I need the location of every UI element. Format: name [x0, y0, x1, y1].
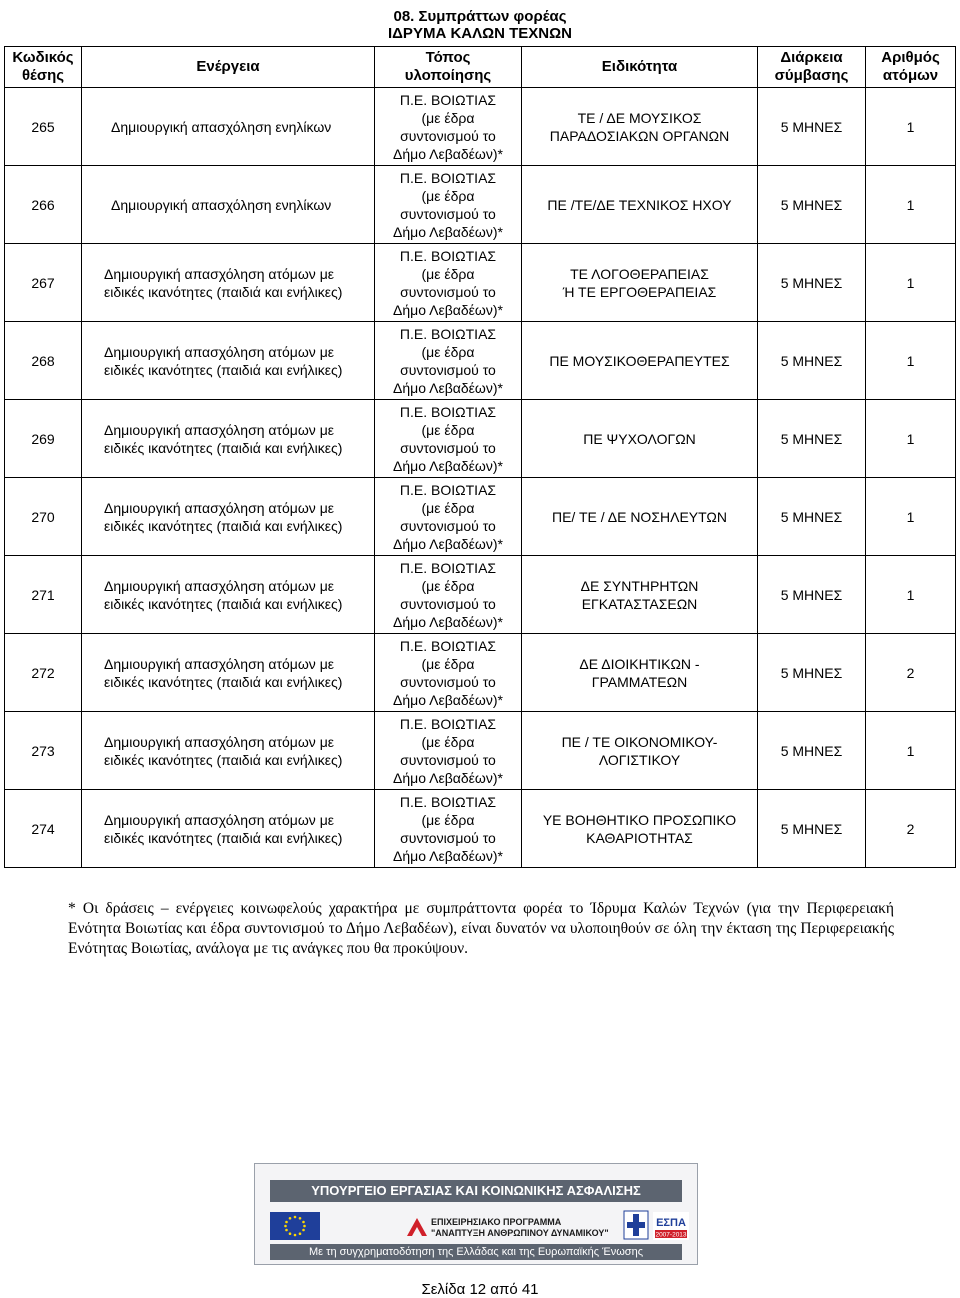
specialty-cell: [522, 244, 758, 322]
table-row: [5, 790, 956, 868]
place-line-2: (με έδρα: [421, 109, 475, 126]
header-count: Αριθμός ατόμων: [866, 47, 956, 88]
position-code: 272: [5, 634, 82, 712]
specialty-cell: [522, 400, 758, 478]
header-specialty: Ειδικότητα: [522, 47, 758, 88]
place-cell: [375, 712, 522, 790]
activity-cell: [82, 790, 375, 868]
specialty-line-2: ΛΟΓΙΣΤΙΚΟΥ: [598, 751, 681, 768]
activity-cell: [82, 712, 375, 790]
place-line-3: συντονισμού το: [400, 205, 496, 222]
specialty-cell: [522, 712, 758, 790]
position-code: 273: [5, 712, 82, 790]
header-activity: Ενέργεια: [82, 47, 375, 88]
duration-cell: 5 ΜΗΝΕΣ: [758, 322, 866, 400]
place-line-1: Π.Ε. ΒΟΙΩΤΙΑΣ: [399, 637, 497, 654]
table-row: [5, 556, 956, 634]
activity-line-2: ειδικές ικανότητες (παιδιά και ενήλικες): [104, 595, 343, 612]
activity-line-2: ειδικές ικανότητες (παιδιά και ενήλικες): [104, 673, 343, 690]
specialty-line-1: ΥΕ ΒΟΗΘΗΤΙΚΟ ΠΡΟΣΩΠΙΚΟ: [542, 811, 737, 828]
specialty-line-2: ΠΑΡΑΔΟΣΙΑΚΩΝ ΟΡΓΑΝΩΝ: [549, 127, 730, 144]
specialty-cell: [522, 478, 758, 556]
count-cell: 1: [866, 556, 956, 634]
count-cell: 1: [866, 244, 956, 322]
activity-line-1: Δημιουργική απασχόληση ατόμων με: [104, 499, 334, 516]
ministry-bar: ΥΠΟΥΡΓΕΙΟ ΕΡΓΑΣΙΑΣ ΚΑΙ ΚΟΙΝΩΝΙΚΗΣ ΑΣΦΑΛΙΣΗΣ: [270, 1180, 682, 1202]
activity-cell: [82, 166, 375, 244]
place-cell: [375, 556, 522, 634]
place-line-4: Δήμο Λεβαδέων)*: [393, 379, 503, 396]
specialty-line-1: ΔΕ ΣΥΝΤΗΡΗΤΩΝ: [580, 577, 699, 594]
duration-cell: 5 ΜΗΝΕΣ: [758, 478, 866, 556]
section-heading: [370, 8, 590, 42]
count-cell: 1: [866, 400, 956, 478]
position-code: 265: [5, 88, 82, 166]
activity-line-2: ειδικές ικανότητες (παιδιά και ενήλικες): [104, 439, 343, 456]
place-line-4: Δήμο Λεβαδέων)*: [393, 223, 503, 240]
specialty-cell: [522, 556, 758, 634]
count-cell: 1: [866, 322, 956, 400]
place-line-3: συντονισμού το: [400, 361, 496, 378]
place-line-2: (με έδρα: [421, 265, 475, 282]
place-line-1: Π.Ε. ΒΟΙΩΤΙΑΣ: [399, 559, 497, 576]
place-line-1: Π.Ε. ΒΟΙΩΤΙΑΣ: [399, 247, 497, 264]
place-line-4: Δήμο Λεβαδέων)*: [393, 769, 503, 786]
duration-cell: 5 ΜΗΝΕΣ: [758, 244, 866, 322]
place-line-3: συντονισμού το: [400, 751, 496, 768]
positions-table: [4, 46, 956, 868]
activity-line-1: Δημιουργική απασχόληση ατόμων με: [104, 811, 334, 828]
activity-line-1: Δημιουργική απασχόληση ατόμων με: [104, 421, 334, 438]
svg-text:2007-2013: 2007-2013: [655, 1231, 687, 1239]
cofinancing-bar: Με τη συγχρηματοδότηση της Ελλάδας και της Ευρωπαϊκής Ένωσης: [270, 1244, 682, 1260]
duration-cell: 5 ΜΗΝΕΣ: [758, 166, 866, 244]
place-line-3: συντονισμού το: [400, 283, 496, 300]
table-row: [5, 478, 956, 556]
place-cell: [375, 244, 522, 322]
position-code: 270: [5, 478, 82, 556]
specialty-line-1: ΤΕ ΛΟΓΟΘΕΡΑΠΕΙΑΣ: [570, 265, 709, 282]
count-cell: 1: [866, 88, 956, 166]
count-cell: 2: [866, 634, 956, 712]
specialty-cell: [522, 88, 758, 166]
activity-line-1: Δημιουργική απασχόληση ατόμων με: [104, 265, 334, 282]
position-code: 266: [5, 166, 82, 244]
specialty-cell: [522, 166, 758, 244]
place-cell: [375, 790, 522, 868]
place-line-2: (με έδρα: [421, 421, 475, 438]
specialty-cell: [522, 634, 758, 712]
place-line-4: Δήμο Λεβαδέων)*: [393, 457, 503, 474]
activity-line-2: ειδικές ικανότητες (παιδιά και ενήλικες): [104, 829, 343, 846]
place-cell: [375, 166, 522, 244]
specialty-cell: [522, 790, 758, 868]
activity-line-1: Δημιουργική απασχόληση ατόμων με: [104, 343, 334, 360]
place-cell: [375, 400, 522, 478]
specialty-line-1: ΠΕ ΨΥΧΟΛΟΓΩΝ: [583, 430, 696, 447]
table-row: [5, 244, 956, 322]
place-line-3: συντονισμού το: [400, 595, 496, 612]
activity-line-1: Δημιουργική απασχόληση ατόμων με: [104, 655, 334, 672]
place-line-4: Δήμο Λεβαδέων)*: [393, 847, 503, 864]
activity-line-1: Δημιουργική απασχόληση ενηλίκων: [111, 118, 332, 135]
place-line-2: (με έδρα: [421, 655, 475, 672]
header-code: Κωδικός θέσης: [5, 47, 82, 88]
program-name: ΕΠΙΧΕΙΡΗΣΙΑΚΟ ΠΡΟΓΡΑΜΜΑ "ΑΝΑΠΤΥΞΗ ΑΝΘΡΩΠΙΝΟΥ ΔΥΝΑΜΙΚΟΥ": [431, 1217, 609, 1238]
count-cell: 2: [866, 790, 956, 868]
activity-cell: [82, 478, 375, 556]
duration-cell: 5 ΜΗΝΕΣ: [758, 556, 866, 634]
activity-line-1: Δημιουργική απασχόληση ενηλίκων: [111, 196, 332, 213]
specialty-line-2: ΚΑΘΑΡΙΟΤΗΤΑΣ: [586, 829, 693, 846]
position-code: 268: [5, 322, 82, 400]
heading-line-2: ΙΔΡΥΜΑ ΚΑΛΩΝ ΤΕΧΝΩΝ: [387, 25, 572, 42]
place-line-3: συντονισμού το: [400, 127, 496, 144]
count-cell: 1: [866, 166, 956, 244]
place-cell: [375, 478, 522, 556]
table-header-row: [5, 47, 956, 88]
count-cell: 1: [866, 478, 956, 556]
specialty-line-1: ΤΕ / ΔΕ ΜΟΥΣΙΚΟΣ: [577, 109, 702, 126]
place-line-4: Δήμο Λεβαδέων)*: [393, 145, 503, 162]
place-line-1: Π.Ε. ΒΟΙΩΤΙΑΣ: [399, 169, 497, 186]
place-line-2: (με έδρα: [421, 577, 475, 594]
place-line-2: (με έδρα: [421, 733, 475, 750]
place-line-4: Δήμο Λεβαδέων)*: [393, 613, 503, 630]
duration-cell: 5 ΜΗΝΕΣ: [758, 88, 866, 166]
place-line-4: Δήμο Λεβαδέων)*: [393, 535, 503, 552]
activity-line-1: Δημιουργική απασχόληση ατόμων με: [104, 733, 334, 750]
table-row: [5, 166, 956, 244]
place-line-2: (με έδρα: [421, 343, 475, 360]
table-row: [5, 88, 956, 166]
place-line-1: Π.Ε. ΒΟΙΩΤΙΑΣ: [399, 793, 497, 810]
heading-line-1: 08. Συμπράττων φορέας: [393, 8, 567, 25]
place-cell: [375, 322, 522, 400]
position-code: 274: [5, 790, 82, 868]
place-cell: [375, 88, 522, 166]
activity-cell: [82, 556, 375, 634]
specialty-line-1: ΠΕ / ΤΕ ΟΙΚΟΝΟΜΙΚΟΥ-: [561, 733, 718, 750]
specialty-line-2: ΓΡΑΜΜΑΤΕΩΝ: [591, 673, 688, 690]
activity-cell: [82, 634, 375, 712]
place-line-1: Π.Ε. ΒΟΙΩΤΙΑΣ: [399, 325, 497, 342]
footnote: * Οι δράσεις – ενέργειες κοινωφελούς χαρακτήρα με συμπράττοντα φορέα το Ίδρυμα Καλών Τεχνών (για την Περιφερειακή Ενότητα Βοιωτίας και έδρα συντονισμού το Δήμο Λεβαδέων), είναι δυνατόν να υλοποιηθούν σε όλη την έκταση της Περιφερειακής Ενότητας Βοιωτίας, ανάλογα με τις ανάγκες που θα προκύψουν.: [68, 900, 894, 957]
duration-cell: 5 ΜΗΝΕΣ: [758, 634, 866, 712]
position-code: 271: [5, 556, 82, 634]
place-line-3: συντονισμού το: [400, 829, 496, 846]
specialty-line-2: Ή ΤΕ ΕΡΓΟΘΕΡΑΠΕΙΑΣ: [562, 283, 717, 300]
duration-cell: 5 ΜΗΝΕΣ: [758, 712, 866, 790]
svg-text:ΕΣΠΑ: ΕΣΠΑ: [656, 1217, 686, 1229]
espa-logo: [653, 1212, 689, 1240]
activity-line-2: ειδικές ικανότητες (παιδιά και ενήλικες): [104, 751, 343, 768]
specialty-cell: [522, 322, 758, 400]
page-number: Σελίδα 12 από 41: [421, 1281, 539, 1298]
place-line-2: (με έδρα: [421, 187, 475, 204]
activity-line-1: Δημιουργική απασχόληση ατόμων με: [104, 577, 334, 594]
place-line-2: (με έδρα: [421, 499, 475, 516]
place-line-4: Δήμο Λεβαδέων)*: [393, 691, 503, 708]
place-line-3: συντονισμού το: [400, 673, 496, 690]
position-code: 269: [5, 400, 82, 478]
activity-cell: [82, 400, 375, 478]
specialty-line-1: ΔΕ ΔΙΟΙΚΗΤΙΚΩΝ -: [579, 655, 700, 672]
table-row: [5, 322, 956, 400]
place-line-1: Π.Ε. ΒΟΙΩΤΙΑΣ: [399, 91, 497, 108]
header-duration: Διάρκεια σύμβασης: [758, 47, 866, 88]
place-line-3: συντονισμού το: [400, 439, 496, 456]
header-place: Τόπος υλοποίησης: [375, 47, 522, 88]
program-logo-icon: [405, 1216, 429, 1238]
eu-flag-icon: [270, 1212, 320, 1240]
greek-emblem-icon: [623, 1210, 649, 1240]
place-line-1: Π.Ε. ΒΟΙΩΤΙΑΣ: [399, 481, 497, 498]
duration-cell: 5 ΜΗΝΕΣ: [758, 790, 866, 868]
place-line-1: Π.Ε. ΒΟΙΩΤΙΑΣ: [399, 403, 497, 420]
specialty-line-2: ΕΓΚΑΤΑΣΤΑΣΕΩΝ: [581, 595, 698, 612]
specialty-line-1: ΠΕ/ ΤΕ / ΔΕ ΝΟΣΗΛΕΥΤΩΝ: [551, 508, 727, 525]
table-row: [5, 400, 956, 478]
activity-cell: [82, 322, 375, 400]
place-line-2: (με έδρα: [421, 811, 475, 828]
activity-line-2: ειδικές ικανότητες (παιδιά και ενήλικες): [104, 361, 343, 378]
place-cell: [375, 634, 522, 712]
activity-line-2: ειδικές ικανότητες (παιδιά και ενήλικες): [104, 283, 343, 300]
place-line-4: Δήμο Λεβαδέων)*: [393, 301, 503, 318]
funding-banner: [254, 1163, 698, 1265]
count-cell: 1: [866, 712, 956, 790]
position-code: 267: [5, 244, 82, 322]
specialty-line-1: ΠΕ /ΤΕ/ΔΕ ΤΕΧΝΙΚΟΣ ΗΧΟΥ: [547, 196, 732, 213]
place-line-3: συντονισμού το: [400, 517, 496, 534]
place-line-1: Π.Ε. ΒΟΙΩΤΙΑΣ: [399, 715, 497, 732]
table-row: [5, 634, 956, 712]
activity-cell: [82, 244, 375, 322]
table-row: [5, 712, 956, 790]
activity-cell: [82, 88, 375, 166]
activity-line-2: ειδικές ικανότητες (παιδιά και ενήλικες): [104, 517, 343, 534]
specialty-line-1: ΠΕ ΜΟΥΣΙΚΟΘΕΡΑΠΕΥΤΕΣ: [549, 352, 730, 369]
duration-cell: 5 ΜΗΝΕΣ: [758, 400, 866, 478]
